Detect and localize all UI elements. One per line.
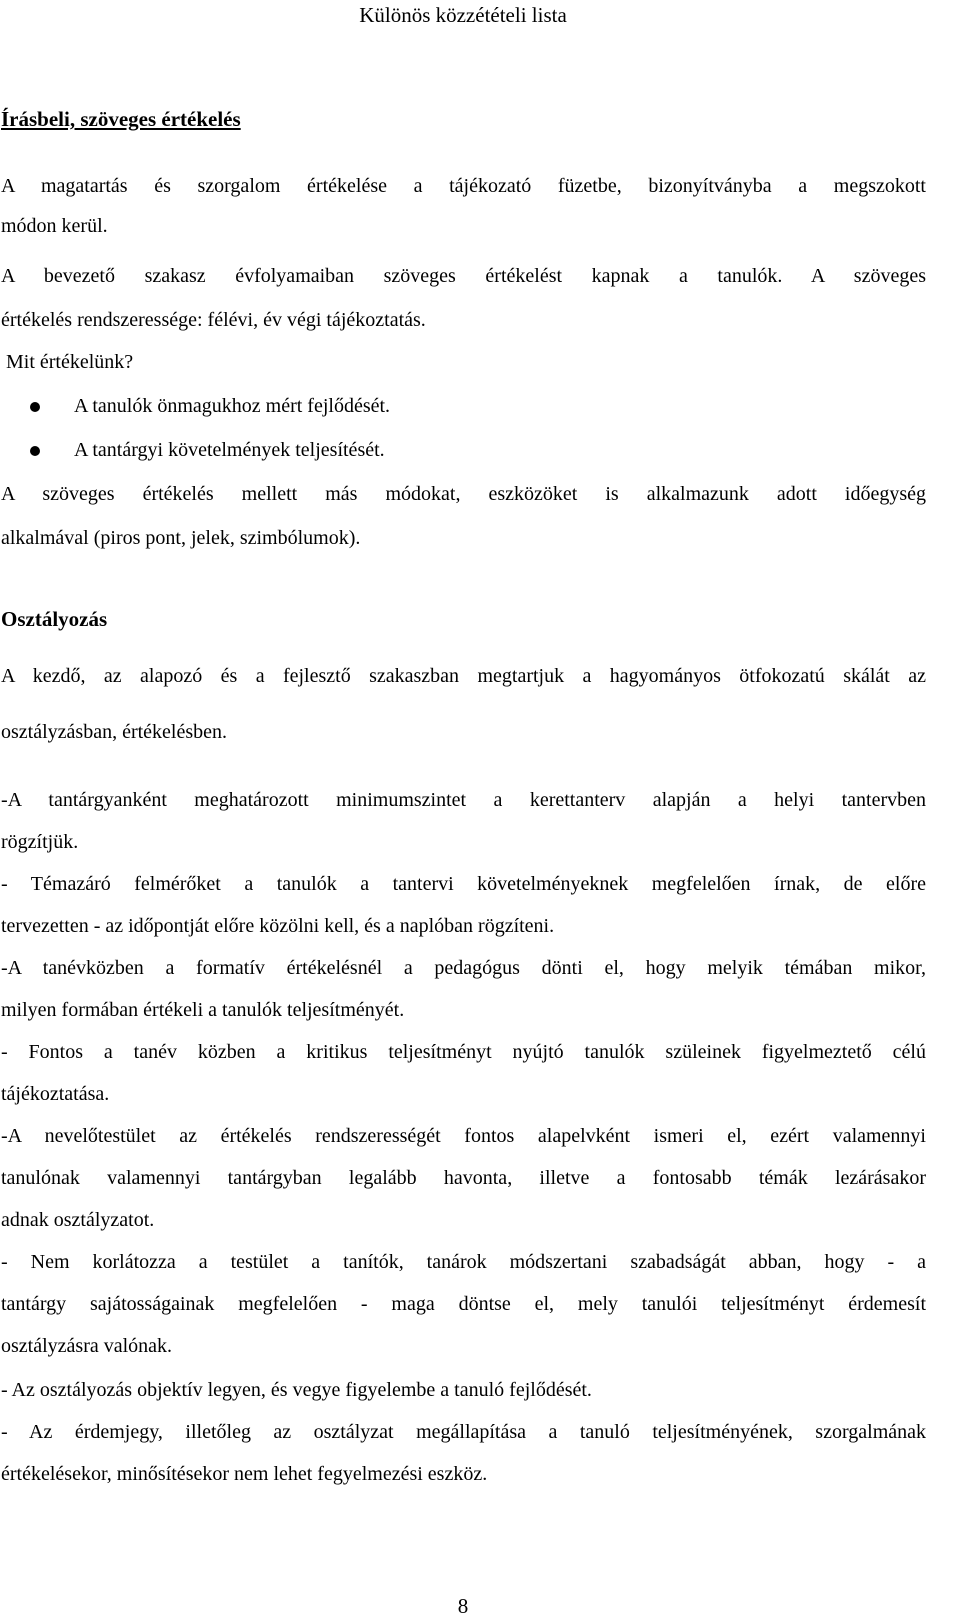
bullet-item: A tanulók önmagukhoz mért fejlődését. [74, 395, 391, 417]
paragraph-line: tervezetten - az időpontját előre közölni kell, és a naplóban rögzíteni. [1, 915, 555, 937]
paragraph-line: módon kerül. [1, 215, 108, 237]
paragraph-line: A kezdő, az alapozó és a fejlesztő szakaszban megtartjuk a hagyományos ötfokozatú skálát az [1, 665, 926, 687]
paragraph-line: - Nem korlátozza a testület a tanítók, tanárok módszertani szabadságát abban, hogy - a [1, 1251, 926, 1273]
paragraph-line: - Fontos a tanév közben a kritikus teljesítményt nyújtó tanulók szüleinek figyelmeztető célú [1, 1041, 926, 1063]
bullet-icon [30, 446, 40, 456]
question-text: Mit értékelünk? [6, 351, 134, 373]
paragraph-line: tantárgy sajátosságainak megfelelően - maga döntse el, mely tanulói teljesítményt érdemesít [1, 1293, 926, 1315]
paragraph-line: milyen formában értékeli a tanulók teljesítményét. [1, 999, 405, 1021]
heading-grading: Osztályozás [1, 607, 108, 631]
heading-written-evaluation: Írásbeli, szöveges értékelés [1, 107, 241, 131]
paragraph-line: értékelés rendszeressége: félévi, év végi tájékoztatás. [1, 309, 426, 331]
paragraph-line: tanulónak valamennyi tantárgyban legalább havonta, illetve a fontosabb témák lezárásakor [1, 1167, 926, 1189]
paragraph-line: osztályzásban, értékelésben. [1, 721, 228, 743]
paragraph-line: -A nevelőtestület az értékelés rendszerességét fontos alapelvként ismeri el, ezért valamennyi [1, 1125, 926, 1147]
paragraph-line: A magatartás és szorgalom értékelése a tájékozató füzetbe, bizonyítványba a megszokott [1, 175, 926, 197]
paragraph-line: osztályzásra valónak. [1, 1335, 173, 1357]
paragraph-line: - Az osztályozás objektív legyen, és vegye figyelembe a tanuló fejlődését. [1, 1379, 592, 1401]
bullet-item: A tantárgyi követelmények teljesítését. [74, 439, 385, 461]
paragraph-line: A szöveges értékelés mellett más módokat, eszközöket is alkalmazunk adott időegység [1, 483, 926, 505]
bullet-icon [30, 402, 40, 412]
page-header: Különös közzétételi lista [359, 3, 567, 27]
page-number: 8 [457, 1594, 469, 1618]
paragraph-line: adnak osztályzatot. [1, 1209, 155, 1231]
paragraph-line: alkalmával (piros pont, jelek, szimbólumok). [1, 527, 361, 549]
paragraph-line: értékelésekor, minősítésekor nem lehet fegyelmezési eszköz. [1, 1463, 488, 1485]
paragraph-line: - Témazáró felmérőket a tanulók a tantervi követelményeknek megfelelően írnak, de előre [1, 873, 926, 895]
paragraph-line: -A tantárgyanként meghatározott minimumszintet a kerettanterv alapján a helyi tantervben [1, 789, 926, 811]
paragraph-line: -A tanévközben a formatív értékelésnél a pedagógus dönti el, hogy melyik témában mikor, [1, 957, 926, 979]
paragraph-line: A bevezető szakasz évfolyamaiban szöveges értékelést kapnak a tanulók. A szöveges [1, 265, 926, 287]
paragraph-line: rögzítjük. [1, 831, 79, 853]
paragraph-line: - Az érdemjegy, illetőleg az osztályzat megállapítása a tanuló teljesítményének, szorgalmának [1, 1421, 926, 1443]
paragraph-line: tájékoztatása. [1, 1083, 110, 1105]
